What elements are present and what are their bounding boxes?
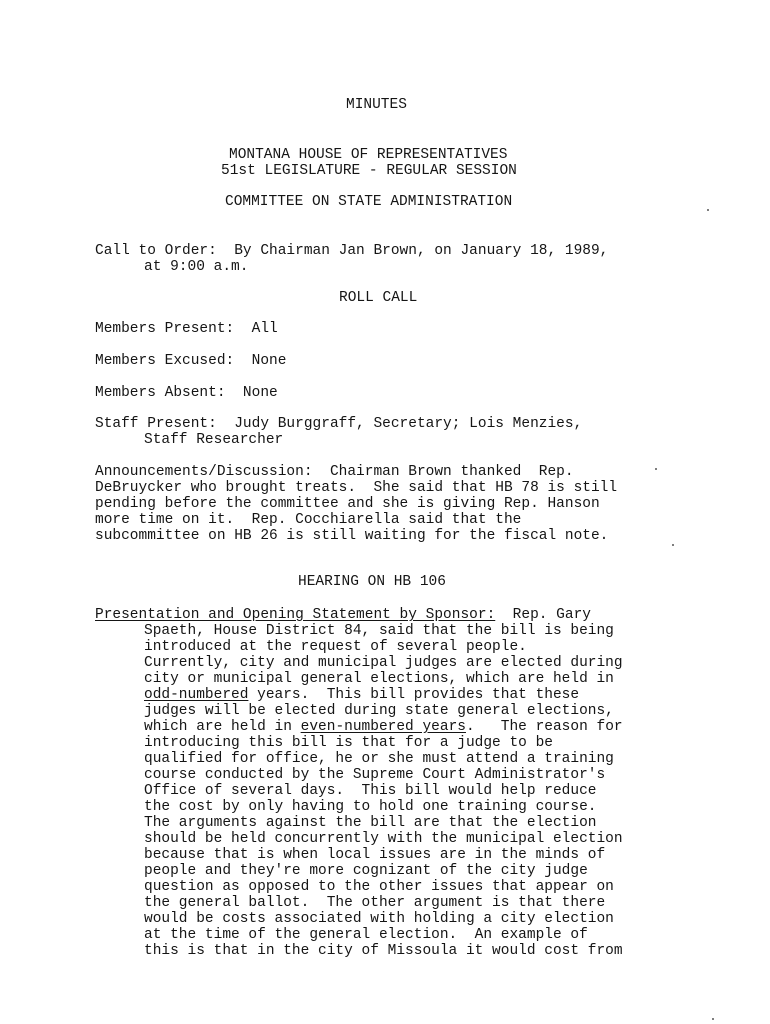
roll-call-heading: ROLL CALL (339, 290, 418, 306)
hearing-heading: HEARING ON HB 106 (298, 574, 446, 590)
announcements-line-2: DeBruycker who brought treats. She said that HB 78 is still (95, 480, 618, 496)
scan-speck (712, 1018, 714, 1020)
announcements-line-4: more time on it. Rep. Cocchiarella said that the (95, 512, 522, 528)
testimony-line-15: because that is when local issues are in the minds of (144, 847, 606, 863)
testimony-line-18: the general ballot. The other argument is that there (144, 895, 606, 911)
presentation-line (95, 607, 591, 623)
members-absent: Members Absent: None (95, 385, 278, 401)
testimony-line-8: introducing this bill is that for a judge to be (144, 735, 553, 751)
announcements-line-1: Announcements/Discussion: Chairman Brown thanked Rep. (95, 464, 574, 480)
testimony-line-5: odd-numbered years. This bill provides that these (144, 687, 580, 703)
members-present: Members Present: All (95, 321, 278, 337)
committee-title: COMMITTEE ON STATE ADMINISTRATION (225, 194, 513, 210)
testimony-line-10: course conducted by the Supreme Court Administrator's (144, 767, 606, 783)
scan-speck (672, 544, 674, 546)
house-title: MONTANA HOUSE OF REPRESENTATIVES (229, 147, 508, 163)
minutes-title: MINUTES (346, 97, 407, 113)
testimony-line-11: Office of several days. This bill would help reduce (144, 783, 597, 799)
announcements-line-3: pending before the committee and she is giving Rep. Hanson (95, 496, 600, 512)
testimony-line-17: question as opposed to the other issues that appear on (144, 879, 614, 895)
testimony-line-2: introduced at the request of several people. (144, 639, 527, 655)
staff-present-line-2: Staff Researcher (144, 432, 284, 448)
testimony-line-19: would be costs associated with holding a city election (144, 911, 614, 927)
session-title: 51st LEGISLATURE - REGULAR SESSION (221, 163, 517, 179)
announcements-line-5: subcommittee on HB 26 is still waiting for the fiscal note. (95, 528, 609, 544)
testimony-line-6: judges will be elected during state general elections, (144, 703, 614, 719)
odd-numbered-underlined: odd-numbered (144, 687, 249, 703)
call-to-order-line-2: at 9:00 a.m. (144, 259, 249, 275)
testimony-line-20: at the time of the general election. An example of (144, 927, 588, 943)
members-excused: Members Excused: None (95, 353, 287, 369)
testimony-line-9: qualified for office, he or she must attend a training (144, 751, 614, 767)
presentation-label: Presentation and Opening Statement by Sponsor: (95, 607, 496, 623)
testimony-line-12: the cost by only having to hold one training course. (144, 799, 597, 815)
testimony-line-14: should be held concurrently with the municipal election (144, 831, 623, 847)
testimony-line-21: this is that in the city of Missoula it would cost from (144, 943, 623, 959)
testimony-line-1: Spaeth, House District 84, said that the bill is being (144, 623, 614, 639)
testimony-line-16: people and they're more cognizant of the city judge (144, 863, 588, 879)
presentation-sponsor: Rep. Gary (495, 607, 591, 623)
testimony-line-3: Currently, city and municipal judges are elected during (144, 655, 623, 671)
scan-speck (707, 209, 709, 211)
testimony-line-7: which are held in even-numbered years. The reason for (144, 719, 623, 735)
testimony-line-4: city or municipal general elections, which are held in (144, 671, 614, 687)
call-to-order-line-1: Call to Order: By Chairman Jan Brown, on January 18, 1989, (95, 243, 609, 259)
staff-present-line-1: Staff Present: Judy Burggraff, Secretary; Lois Menzies, (95, 416, 583, 432)
scan-speck (655, 468, 657, 470)
testimony-line-13: The arguments against the bill are that the election (144, 815, 597, 831)
even-numbered-years-underlined: even-numbered years (300, 719, 466, 735)
